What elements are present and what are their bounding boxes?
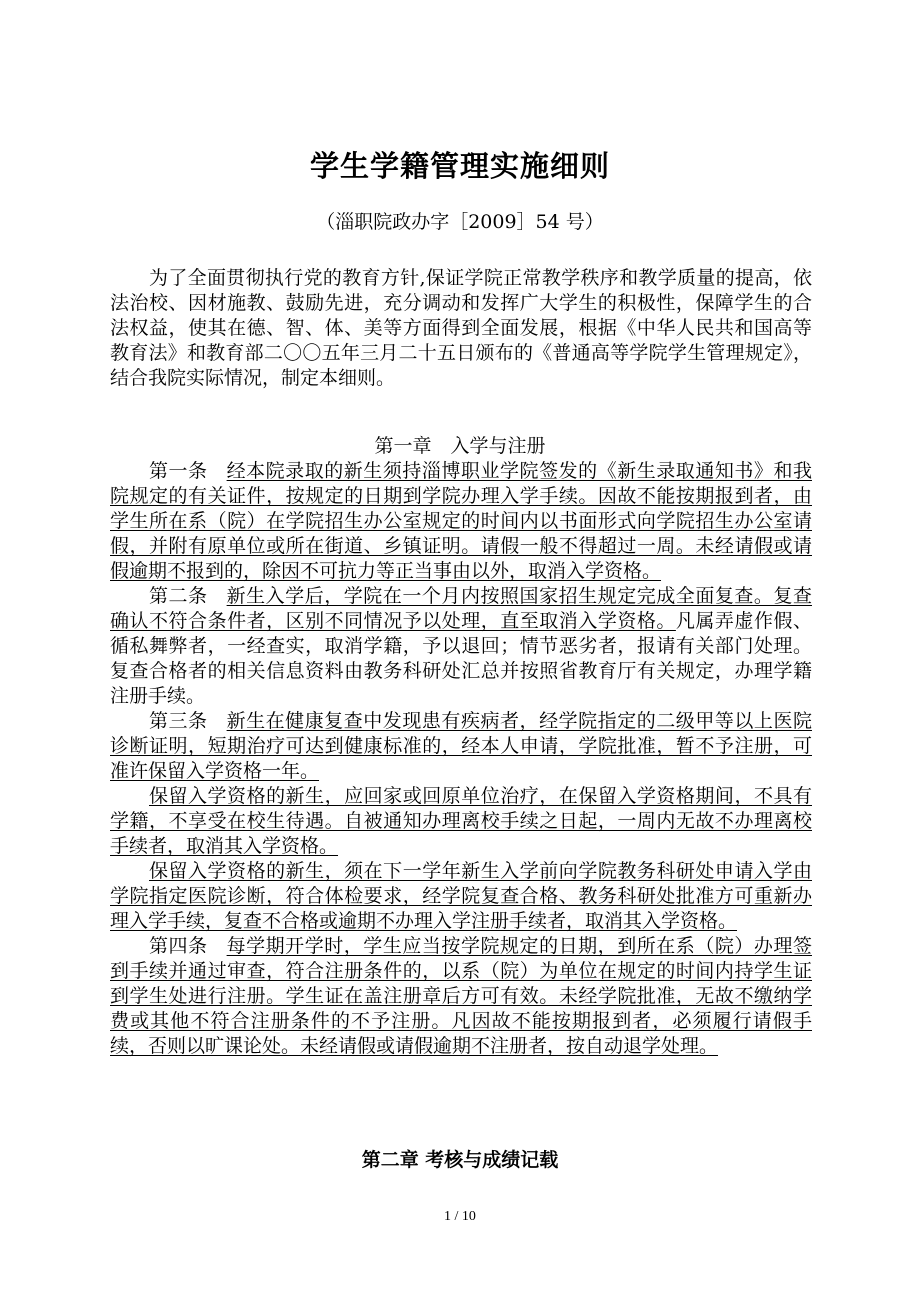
article-underlined-text: 保留入学资格的新生，须在下一学年新生入学前向学院教务科研处申请入学由学院指定医院诊断，符合体检要求，经学院复查合格、教务科研处批准方可重新办理入学手续，复查不合格或逾期不办理入学注册手续者，取消其入学资格。 [110,860,812,932]
article-3 [110,709,812,784]
article-underlined-text: 新生入学后，学院在一个月内按照国家招生规定完成全面复查。复查确认不符合条件者，区别不同情况予以处理，直至取消入学资格。 [110,585,812,632]
article-1 [110,459,812,584]
chapter-1-articles [110,459,812,1059]
article-3-paragraph-2 [110,784,812,859]
article-underlined-text: 新生在健康复查中发现患有疾病者，经学院指定的二级甲等以上医院诊断证明，短期治疗可达到健康标准的，经本人申请，学院批准，暂不予注册，可准许保留入学资格一年。 [110,710,812,782]
article-label: 第三条 [149,710,208,732]
intro-text: 为了全面贯彻执行党的教育方针,保证学院正常教学秩序和教学质量的提高，依法治校、因材施教、鼓励先进，充分调动和发挥广大学生的积极性，保障学生的合法权益，使其在德、智、体、美等方面得到全面发展，根据《中华人民共和国高等教育法》和教育部二〇〇五年三月二十五日颁布的《普通高等学院学生管理规定》，结合我院实际情况，制定本细则。 [110,267,812,389]
document-number: （淄职院政办字［2009］54 号） [316,211,604,233]
chapter-2-heading: 第二章 考核与成绩记载 [361,1149,559,1171]
article-4 [110,934,812,1059]
article-underlined-text: 保留入学资格的新生，应回家或回原单位治疗，在保留入学资格期间，不具有学籍，不享受在校生待遇。自被通知办理离校手续之日起，一周内无故不办理离校手续者，取消其入学资格。 [110,785,812,857]
chapter-1-heading: 第一章 入学与注册 [374,435,546,457]
page-number: 1 / 10 [444,1209,476,1224]
article-underlined-text: 经本院录取的新生须持淄博职业学院签发的《新生录取通知书》和我院规定的有关证件，按规定的日期到学院办理入学手续。因故不能按期报到者，由学生所在系（院）在学院招生办公室规定的时间内以书面形式向学院招生办公室请假，并附有原单位或所在街道、乡镇证明。请假一般不得超过一周。未经请假或请假逾期不报到的，除因不可抗力等正当事由以外，取消入学资格。 [110,460,812,582]
article-underlined-text: 每学期开学时，学生应当按学院规定的日期，到所在系（院）办理签到手续并通过审查，符合注册条件的，以系（院）为单位在规定的时间内持学生证到学生处进行注册。学生证在盖注册章后方可有效。未经学院批准，无故不缴纳学费或其他不符合注册条件的不予注册。凡因故不能按期报到者，必须履行请假手续，否则以旷课论处。未经请假或请假逾期不注册者，按自动退学处理。 [110,935,812,1057]
article-2 [110,584,812,709]
intro-paragraph [110,266,812,391]
document-title: 学生学籍管理实施细则 [309,149,610,183]
article-label: 第一条 [149,460,208,482]
article-label: 第四条 [149,935,208,957]
article-plain-text: 凡属弄虚作假、循私舞弊者，一经查实，取消学籍，予以退回；情节恶劣者，报请有关部门处理。复查合格者的相关信息资料由教务科研处汇总并按照省教育厅有关规定，办理学籍注册手续。 [110,610,812,707]
article-3-paragraph-3 [110,859,812,934]
article-label: 第二条 [149,585,208,607]
